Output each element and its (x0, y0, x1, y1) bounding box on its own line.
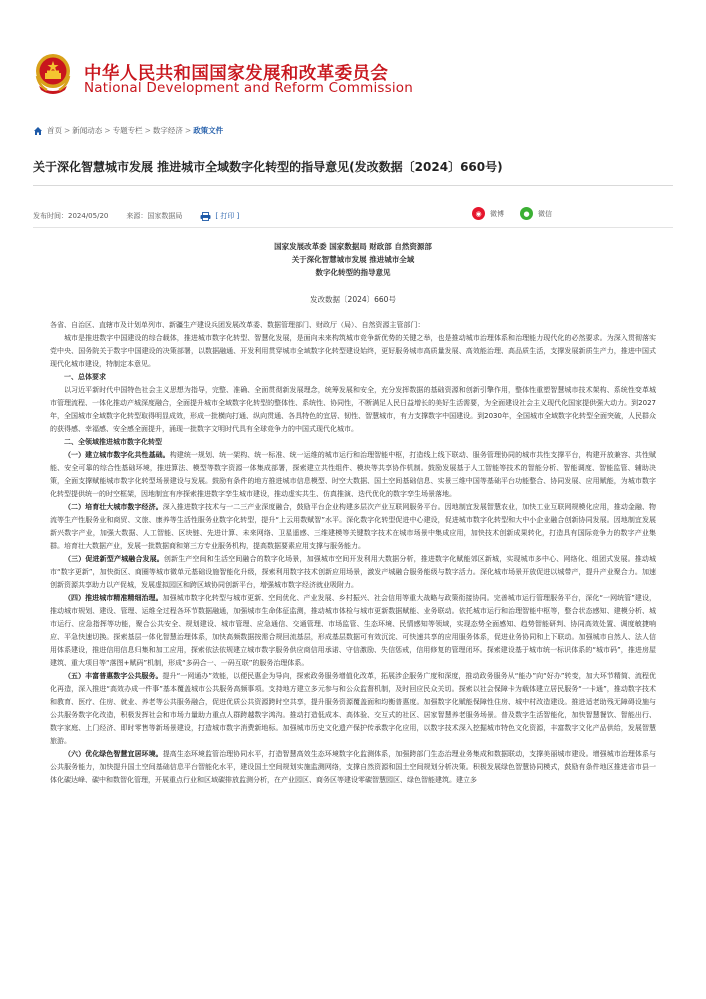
paragraph-text: 提高生态环境监管治理协同水平，打造智慧高效生态环境数字化监测体系，加强跨部门生态治理业务集成和数据联动，支撑美丽城市建设。增强城市治理体系与公共服务能力，加快提升国土空间基础信息平台智能化水平，建设国土空间规划实施监测网络，支撑自然资源和国土空间规划分析决策。积极发展绿色智慧协同模式，鼓励有条件地区推进省市县一体化碳达峰、碳中和数智化管理，开展重点行业和区域碳排放监测分析，在产业园区、商务区等建设零碳智慧园区、绿色智能建筑。建立多 (50, 750, 657, 784)
doc-heading-line1: 关于深化智慧城市发展 推进城市全域 (291, 255, 415, 264)
paragraph-lead: （五）丰富普惠数字公共服务。 (64, 672, 163, 680)
article-meta (33, 211, 257, 221)
breadcrumb-digital-economy[interactable]: 数字经济 (152, 126, 183, 135)
breadcrumb-separator: > (64, 126, 71, 135)
paragraph-text: 提升“一网通办”效能，以便民惠企为导向，探索政务服务增值化改革，拓展涉企服务广度和深度，推动政务服务从“能办”向“好办”转变，加大环节精简、流程优化再造，深入推进“高效办成一件事”基本覆盖城市公共服务高频事项。支持地方建立多元参与和公众监督机制，及时回应民众关切。探索以社会保障卡为载体建立居民服务“一卡通”，推动数字技术和教育、医疗、住房、就业、养老等公共服务融合，促进优质公共资源跨时空共享，提升服务资源覆盖面和均衡普惠度。加强数字化赋能保障性住房、城中村改造建设。推进适老助残无障碍设施与公共服务数字化改造，积极发挥社会和市场力量助力重点人群跨越数字鸿沟。推动打造低成本、高体验、交互式的社区、居家智慧养老服务场景。普及数字生活智能化，加快智慧餐饮、智能出行、数字家庭、上门经济、即时零售等新场景建设，打造城市数字消费新地标。加强城市历史文化遗产保护传承数字化应用，以数字技术深入挖掘城市特色文化资源，丰富数字文化产品供给，发展智慧旅游。 (50, 672, 656, 745)
breadcrumb-separator: > (144, 126, 151, 135)
issuers: 国家发展改革委 国家数据局 财政部 自然资源部 (274, 242, 432, 251)
paragraph-lead: （一）建立城市数字化共性基础。 (64, 451, 170, 459)
paragraph-text: 创新生产空间和生活空间融合的数字化场景，加强城市空间开发利用大数据分析，推进数字化赋能郊区新城，实现城市多中心、网络化、组团式发展。推动城市“数字更新”，加快街区、商圈等城市微单元基础设施智能化升级，探索利用数字技术创新应用场景，激发产城融合服务能级与数字活力。深化城市场景开放促进以城带产，提升产业聚合力。加速创新资源共享助力以产促城，发展虚拟园区和跨区域协同创新平台，增强城市数字经济就业吸附力。 (50, 555, 657, 589)
article-title: 关于深化智慧城市发展 推进城市全域数字化转型的指导意见(发改数据〔2024〕660号) (33, 160, 503, 174)
paragraph-text: 二、全领域推进城市数字化转型 (64, 438, 162, 446)
body-paragraph (50, 449, 656, 501)
paragraph-lead: （三）促进新型产城融合发展。 (64, 555, 164, 563)
national-emblem-icon[interactable] (33, 52, 73, 96)
breadcrumb-home[interactable]: 首页 (47, 126, 62, 135)
body-paragraph (50, 553, 656, 592)
doc-heading-line2: 数字化转型的指导意见 (315, 268, 391, 277)
section-heading (50, 371, 656, 384)
body-paragraph (50, 501, 656, 553)
publish-time: 发布时间：2024/05/20 (33, 212, 109, 220)
weibo-icon: ◉ (472, 207, 485, 220)
paragraph-text: 构建统一规划、统一架构、统一标准、统一运维的城市运行和治理智能中枢，打造线上线下联动、服务管理协同的城市共性支撑平台，构建开放兼容、共性赋能、安全可靠的综合性基础环境，推进算法、模型等数字资源一体集成部署，探索建立共性组件、模块等共享协作机制。鼓励发展基于人工智能等技术的智能分析、智能调度、智能监管、辅助决策，全面支撑赋能城市数字化转型场景建设与发展。鼓励有条件的地方推进城市信息模型、时空大数据、国土空间基础信息、实景三维中国等基础平台功能整合、协同发展、应用赋能，为城市数字化转型提供统一的时空框架，因地制宜有序探索推进数字孪生城市建设，推动虚实共生、仿真推演、迭代优化的数字孪生场景落地。 (50, 451, 657, 498)
paragraph-text: 以习近平新时代中国特色社会主义思想为指导，完整、准确、全面贯彻新发展理念，统筹发展和安全，充分发挥数据的基础资源和创新引擎作用，整体性重塑智慧城市技术架构、系统性变革城市管理流程、一体化推动产城深度融合，全面提升城市全域数字化转型的整体性、系统性、协同性，不断满足人民日益增长的美好生活需要，为全面建设社会主义现代化国家提供强大动力。到2027年，全国城市全域数字化转型取得明显成效，形成一批横向打通、纵向贯通、各具特色的宜居、韧性、智慧城市，有力支撑数字中国建设。到2030年，全国城市全域数字化转型全面突破，人民群众的获得感、幸福感、安全感全面提升，涌现一批数字文明时代具有全球竞争力的中国式现代化城市。 (50, 386, 656, 433)
home-icon[interactable] (33, 126, 43, 136)
print-button[interactable] (200, 211, 257, 221)
breadcrumb-separator: > (104, 126, 111, 135)
share-weibo[interactable] (472, 207, 504, 220)
body-paragraph (50, 592, 656, 670)
paragraph-lead: （四）推进城市精准精细治理。 (64, 594, 163, 602)
paragraph-text: 一、总体要求 (64, 373, 106, 381)
site-name-cn[interactable]: 中华人民共和国国家发展和改革委员会 (84, 64, 389, 84)
body-paragraph (50, 670, 656, 748)
body-paragraph (50, 332, 656, 371)
breadcrumb-policy-docs[interactable]: 政策文件 (193, 126, 224, 135)
title-divider (33, 185, 673, 186)
body-paragraph (50, 319, 656, 332)
site-header (0, 0, 706, 112)
print-label: [ 打印 ] (215, 212, 240, 220)
wechat-icon: ● (520, 207, 533, 220)
doc-number: 发改数据〔2024〕660号 (310, 295, 396, 304)
paragraph-lead: （六）优化绿色智慧宜居环境。 (64, 750, 163, 758)
share-wechat[interactable] (520, 207, 552, 220)
breadcrumb-separator: > (184, 126, 192, 135)
printer-icon (200, 212, 211, 221)
paragraph-text: 各省、自治区、直辖市及计划单列市、新疆生产建设兵团发展改革委、数据管理部门、财政厅（局）、自然资源主管部门： (50, 321, 425, 329)
site-name-en[interactable]: National Development and Reform Commission (84, 80, 414, 96)
breadcrumb (33, 125, 223, 136)
article-body (50, 319, 656, 787)
meta-divider (33, 227, 673, 228)
share-bar (472, 207, 568, 220)
paragraph-text: 加强城市数字化转型与城市更新、空间优化、产业发展、乡村振兴、社会信用等重大战略与政策衔接协同。完善城市运行管理服务平台，深化“一网统管”建设，推动城市规划、建设、管理、运维全过程各环节数据融通，加强城市生命体征监测，推动城市体检与城市更新数据赋能、业务联动。依托城市运行和治理智能中枢等，整合状态感知、建模分析、城市运行、应急指挥等功能，聚合公共安全、规划建设、城市管理、应急通信、交通管理、市场监管、生态环境、民情感知等领域，实现态势全面感知、趋势智能研判、协同高效处置、调度敏捷响应、平急快速切换。探索基层一体化智慧治理体系，加快高频数据按需合规回流基层，形成基层数据可有效沉淀、可快速共享的应用服务体系，促进业务协同和上下联动。加强城市自然人、法人信用体系建设，推进信用信息归集和加工应用，探索依法依规建立城市数字服务供应商信用承诺、守信激励、失信惩戒，信用修复的管理闭环。探索建设基于城市统一标识体系的“城市码”，推进房屋建筑、重大项目等“落图+赋码”机制，形成“多码合一、一码互联”的服务治理体系。 (50, 594, 656, 667)
paragraph-text: 深入推进数字技术与一二三产业深度融合，鼓励平台企业构建多层次产业互联网服务平台。因地制宜发展智慧农业，加快工业互联网规模化应用，推动金融、物流等生产性服务业和商贸、文旅、康养等生活性服务业数字化转型，提升“上云用数赋智”水平。深化数字化转型促进中心建设，促进城市数字化转型和大中小企业融合创新协同发展。因地制宜发展新兴数字产业，加强大数据、人工智能、区块链、先进计算、未来网络、卫星遥感、三维建模等关键数字技术在城市场景中集成应用，加快技术创新成果转化，打造具有国际竞争力的数字产业集群。培育壮大数据产业，发展一批数据商和第三方专业服务机构，提高数据要素应用支撑与服务能力。 (50, 503, 657, 550)
share-wechat-label: 微信 (538, 209, 552, 218)
section-heading (50, 436, 656, 449)
breadcrumb-news[interactable]: 新闻动态 (72, 126, 103, 135)
paragraph-lead: （二）培育壮大城市数字经济。 (64, 503, 163, 511)
article-source: 来源：国家数据局 (126, 212, 183, 220)
body-paragraph (50, 748, 656, 787)
share-weibo-label: 微博 (490, 209, 504, 218)
breadcrumb-topics[interactable]: 专题专栏 (112, 126, 143, 135)
body-paragraph (50, 384, 656, 436)
paragraph-text: 城市是推进数字中国建设的综合载体，推进城市数字化转型、智慧化发展，是面向未来构筑城市竞争新优势的关键之举，也是推动城市治理体系和治理能力现代化的必然要求。为深入贯彻落实党中央、国务院关于数字中国建设的决策部署，以数据融通、开发利用贯穿城市全域数字化转型建设始终，更好服务城市高质量发展、高效能治理、高品质生活，支撑发展新质生产力，推进中国式现代化城市建设，特制定本意见。 (50, 334, 656, 368)
